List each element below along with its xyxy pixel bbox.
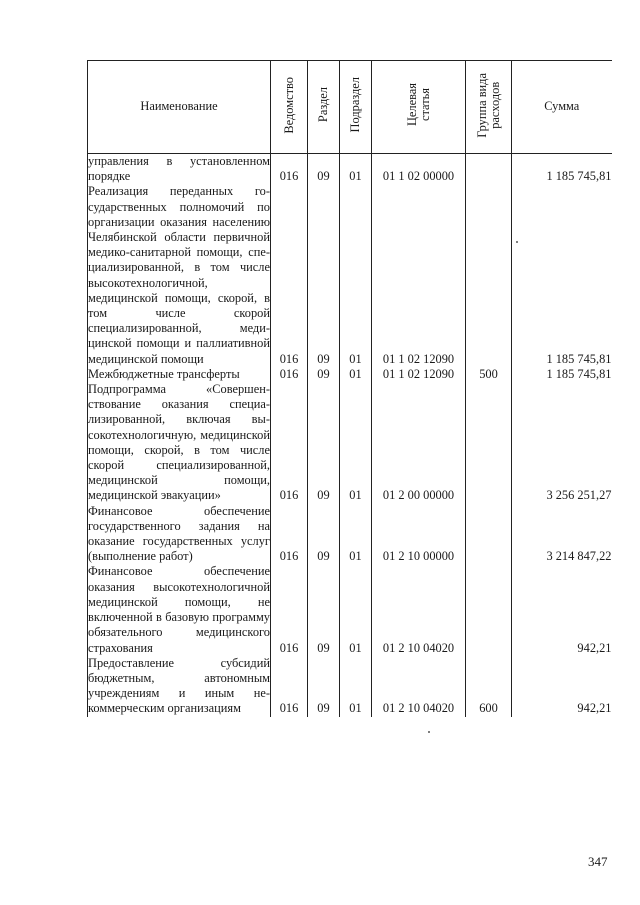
row-summa: 1 185 745,81 [512, 154, 612, 185]
row-name: управления в установленном порядке [88, 154, 270, 184]
row-razdel: 09 [308, 656, 340, 717]
row-summa: 3 214 847,22 [512, 504, 612, 565]
row-name: Подпрограмма «Совершенствование оказания специализированной, включая высокотехнологичную, медицинской помощи, скорой, в том числе скорой специализированной, медицинской помощи, медицинской эвакуации» [88, 382, 270, 503]
row-summa: 942,21 [512, 564, 612, 655]
row-gruppa [466, 184, 512, 366]
row-podrazdel: 01 [340, 367, 372, 382]
row-razdel: 09 [308, 382, 340, 504]
row-celevaya: 01 2 00 00000 [372, 382, 466, 504]
row-name: Реализация переданных государственных полномочий по организации оказания населению Челябинской области первичной медико-санитарной помощи, специализированной, в том числе высокотехнологичной, медицинской помощи, скорой, в том числе скорой специализированной, медицинской помощи и паллиативной медицинской помощи [88, 184, 270, 366]
page-number: 347 [588, 854, 608, 869]
header-name: Наименование [88, 61, 271, 154]
scan-speck [516, 241, 518, 243]
row-summa: 1 185 745,81 [512, 184, 612, 366]
row-razdel: 09 [308, 504, 340, 565]
row-summa: 942,21 [512, 656, 612, 717]
row-razdel: 09 [308, 154, 340, 185]
row-vedomstvo: 016 [271, 504, 308, 565]
header-podrazdel: Подраздел [340, 61, 372, 154]
row-name: Финансовое обеспечение оказания высокотехнологичной медицинской помощи, не включенной в базовую программу обязательного медицинского страхования [88, 564, 270, 655]
row-celevaya: 01 2 10 04020 [372, 564, 466, 655]
table-row [88, 504, 612, 565]
row-razdel: 09 [308, 564, 340, 655]
table-row [88, 564, 612, 655]
row-vedomstvo: 016 [271, 184, 308, 366]
row-razdel: 09 [308, 367, 340, 382]
table-row [88, 184, 612, 366]
row-celevaya: 01 2 10 04020 [372, 656, 466, 717]
row-vedomstvo: 016 [271, 367, 308, 382]
row-celevaya: 01 1 02 12090 [372, 367, 466, 382]
table-row [88, 367, 612, 382]
row-gruppa [466, 154, 512, 185]
row-podrazdel: 01 [340, 382, 372, 504]
row-vedomstvo: 016 [271, 564, 308, 655]
row-name: Межбюджетные трансферты [88, 367, 271, 382]
row-vedomstvo: 016 [271, 656, 308, 717]
header-gruppa-vida-rashodov: Группа вида расходов [466, 61, 512, 154]
row-gruppa [466, 382, 512, 504]
header-vedomstvo: Ведомство [271, 61, 308, 154]
header-celevaya-statya: Целевая статья [372, 61, 466, 154]
row-razdel: 09 [308, 184, 340, 366]
row-name: Финансовое обеспечение государственного задания на оказание государственных услуг (выполнение работ) [88, 503, 270, 564]
row-vedomstvo: 016 [271, 382, 308, 504]
row-gruppa [466, 504, 512, 565]
row-podrazdel: 01 [340, 184, 372, 366]
row-gruppa: 500 [466, 367, 512, 382]
header-razdel: Раздел [308, 61, 340, 154]
row-podrazdel: 01 [340, 504, 372, 565]
row-vedomstvo: 016 [271, 154, 308, 185]
table-row [88, 382, 612, 504]
budget-table [87, 60, 612, 717]
table-row [88, 154, 612, 185]
row-summa: 3 256 251,27 [512, 382, 612, 504]
row-podrazdel: 01 [340, 154, 372, 185]
table-row [88, 656, 612, 717]
row-podrazdel: 01 [340, 656, 372, 717]
row-gruppa: 600 [466, 656, 512, 717]
row-celevaya: 01 1 02 12090 [372, 184, 466, 366]
row-gruppa [466, 564, 512, 655]
row-celevaya: 01 1 02 00000 [372, 154, 466, 185]
row-name: Предоставление субсидий бюджетным, автономным учреждениям и иным некоммерческим организациям [88, 655, 270, 716]
scan-speck [428, 731, 430, 733]
row-podrazdel: 01 [340, 564, 372, 655]
row-summa: 1 185 745,81 [512, 367, 612, 382]
row-celevaya: 01 2 10 00000 [372, 504, 466, 565]
header-summa: Сумма [512, 61, 612, 154]
table-header-row [88, 61, 612, 154]
